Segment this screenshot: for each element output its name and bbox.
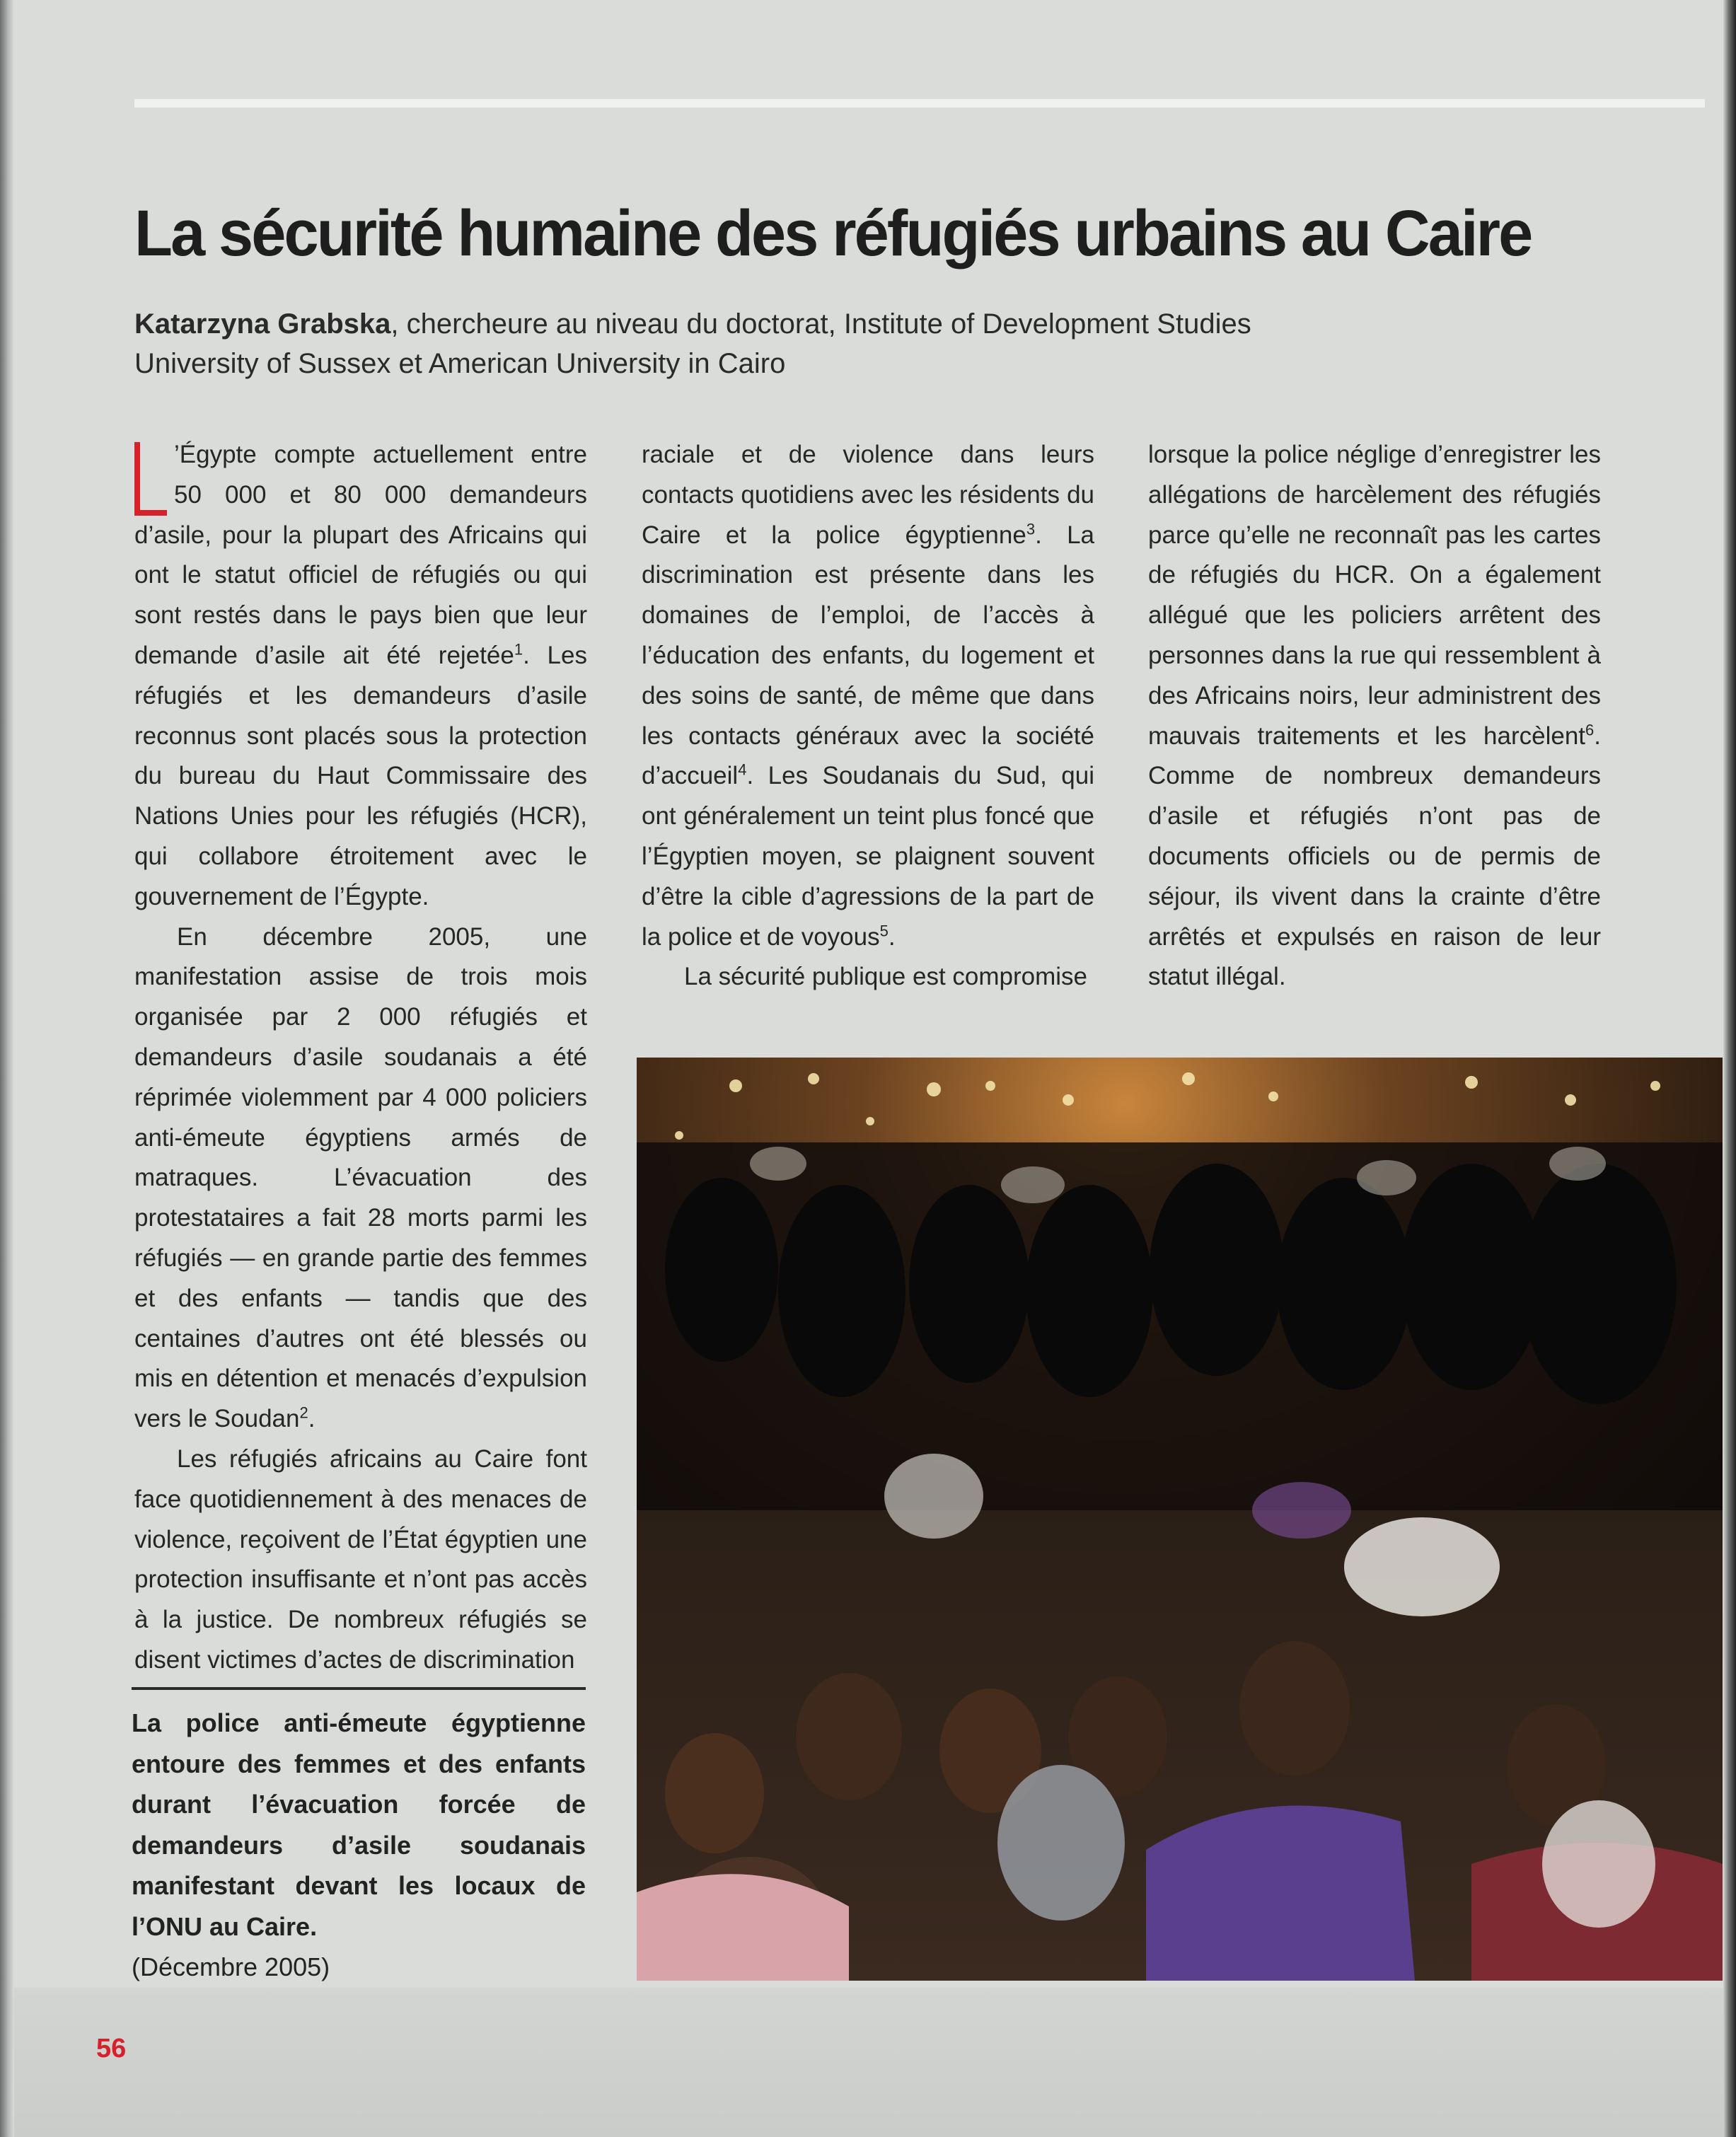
paragraph-4-start: La sécurité publique est compromise [684,963,1088,991]
caption-rule [132,1687,586,1690]
footer-band [14,1988,1723,2137]
paragraph-3-cont: raciale et de violence dans leurs contacts quotidiens avec les résidents du Caire et la police égyptienne$^3$. La discrimination est présente dans les domaines de l’emploi, de l’accès à l’éducation des enfants, du logement et des soins de santé, de même que dans les contacts généraux avec la société d’accueil$^4$. Les Soudanais du Sud, qui ont généralement un teint plus foncé que l’Égyptien moyen, se plaignent souvent d’être la cible d’agressions de la part de la police et de voyous$^5$. [642,441,1094,951]
footnote-ref-3[interactable]: 3 [1026,519,1036,538]
footnote-ref-4[interactable]: 4 [738,760,747,779]
page-number: 56 [96,2034,127,2063]
author-affiliation: , chercheure au niveau du doctorat, Institute of Development Studies [390,308,1251,340]
paragraph-3-start: Les réfugiés africains au Caire font face quotidiennement à des menaces de violence, reçoivent de l’État égyptien une protection insuffisante et n’ont pas accès à la justice. De nombreux réfugiés se disent victimes d’actes de discrimination [134,1444,587,1674]
text-column-1 [134,435,587,1681]
top-rule [134,99,1705,108]
page-edge-shadow [1723,0,1736,2137]
footnote-ref-5[interactable]: 5 [879,921,889,939]
article-title: La sécurité humaine des réfugiés urbains au Caire [134,197,1532,270]
caption-text: La police anti-émeute égyptienne entoure des femmes et des enfants durant l’évacuation forcée de demandeurs d’asile soudanais manifestant devant les locaux de l’ONU au Caire. [132,1708,586,1941]
author-name: Katarzyna Grabska [134,308,391,340]
paragraph-2: En décembre 2005, une manifestation assise de trois mois organisée par 2 000 réfugiés et demandeurs d’asile soudanais a été réprimée violemment par 4 000 policiers anti-émeute égyptiens armés de matraques. L’évacuation des protestataires a fait 28 morts parmi les réfugiés — en grande partie des femmes et des enfants — tandis que des centaines d’autres ont été blessés ou mis en détention et menacés d’expulsion vers le Soudan$^2$. [134,922,587,1433]
paragraph-1: ’Égypte compte actuellement entre 50 000 et 80 000 demandeurs d’asile, pour la plupart des Africains qui ont le statut officiel de réfugiés ou qui sont restés dans le pays bien que leur demande d’asile ait été rejetée$^1$. Les réfugiés et les demandeurs d’asile reconnus sont placés sous la protection du bureau du Haut Commissaire des Nations Unies pour les réfugiés (HCR), qui collabore étroitement avec le gouvernement de l’Égypte. [134,441,587,910]
text-column-2 [642,435,1094,997]
byline [134,304,1408,383]
caption-date: (Décembre 2005) [132,1952,330,1981]
photo-caption [132,1703,586,1988]
footnote-ref-6[interactable]: 6 [1585,720,1595,739]
text-column-3 [1148,435,1601,997]
footnote-ref-2[interactable]: 2 [299,1403,308,1422]
page-binding-shadow [0,0,14,2137]
photo-illustration [637,1058,1723,1981]
protest-photo [637,1058,1723,1981]
paragraph-4-cont: lorsque la police néglige d’enregistrer les allégations de harcèlement des réfugiés parce qu’elle ne reconnaît pas les cartes de réfugiés du HCR. On a également allégué que les policiers arrêtent des personnes dans la rue qui ressemblent à des Africains noirs, leur administrent des mauvais traitements et les harcèlent$^6$. Comme de nombreux demandeurs d’asile et réfugiés n’ont pas de documents officiels ou de permis de séjour, ils vivent dans la crainte d’être arrêtés et expulsés en raison de leur statut illégal. [1148,441,1601,991]
author-university: University of Sussex et American University in Cairo [134,348,786,379]
footnote-ref-1[interactable]: 1 [514,640,523,659]
